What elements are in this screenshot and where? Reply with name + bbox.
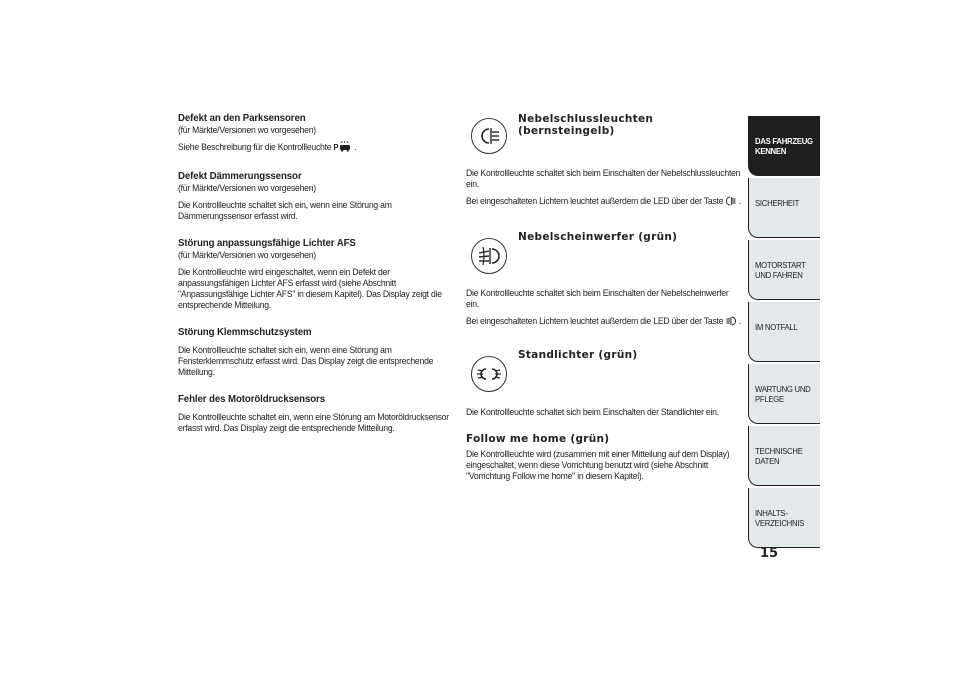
section-anti-pinch (178, 326, 454, 377)
section-text (178, 141, 454, 154)
svg-text:P: P (333, 142, 339, 153)
section-note: (für Märkte/Versionen wo vorgesehen) (178, 124, 316, 135)
park-sensor-icon (334, 141, 352, 154)
tab-label: TECHNISCHE DATEN (755, 446, 803, 466)
section-note: (für Märkte/Versionen wo vorgesehen) (178, 249, 316, 261)
section-title: Fehler des Motoröldrucksensors (178, 393, 326, 406)
section-title: Nebelschlussleuchten (bernsteingelb) (518, 113, 654, 137)
section-title: Störung anpassungsfähige Lichter AFS (178, 237, 356, 250)
section-text: Die Kontrollleuchte wird eingeschaltet, wenn ein Defekt der anpassungsfähigen Lichter AFS erfasst wird (siehe Abschnitt "Anpassungsfähige Lichter AFS" in diesem Kapitel). Das Display zeigt die entsprechende Mitteilung. (178, 266, 442, 311)
section-follow-me-home (466, 434, 738, 481)
tab-label: IM NOTFALL (755, 322, 798, 332)
tab-wartung-und-pflege[interactable] (748, 364, 820, 424)
section-text: Die Kontrollleuchte schaltet sich ein, wenn eine Störung am Fensterklemmschutz erfasst wird. Das Display zeigt die entsprechende Mitteilung. (178, 344, 434, 378)
left-column (178, 112, 450, 439)
tab-label: MOTORSTART UND FAHREN (755, 260, 806, 280)
section-title: Follow me home (grün) (466, 433, 610, 445)
section-text-body: Siehe Beschreibung für die Kontrollleuchte (178, 141, 332, 152)
section-title: Nebelscheinwerfer (grün) (518, 231, 678, 243)
section-text: Die Kontrollleuchte schaltet sich ein, wenn eine Störung am Dämmerungssensor erfasst wird. (178, 199, 392, 222)
tab-label: SICHERHEIT (755, 198, 800, 208)
page-number: 15 (760, 546, 779, 561)
section-side-lights (466, 350, 738, 432)
section-park-sensors (178, 112, 454, 154)
tab-sicherheit[interactable] (748, 178, 820, 238)
tab-im-notfall[interactable] (748, 302, 820, 362)
tab-label: WARTUNG UND PFLEGE (755, 384, 811, 404)
section-text (466, 315, 742, 328)
tab-technische-daten[interactable] (748, 426, 820, 486)
section-text: Die Kontrollleuchte schaltet sich beim Einschalten der Standlichter ein. (466, 406, 719, 417)
section-text: Die Kontrollleuchte schaltet ein, wenn eine Störung am Motoröldrucksensor erfasst wird. Das Display zeigt die entsprechende Mitteilung. (178, 411, 449, 434)
section-title: Defekt Dämmerungssensor (178, 170, 302, 183)
tab-motorstart-und-fahren[interactable] (748, 240, 820, 300)
section-title: Standlichter (grün) (518, 349, 638, 361)
section-text-suffix: . (738, 315, 741, 326)
tab-das-fahrzeug-kennen[interactable] (748, 116, 820, 176)
section-rear-fog (466, 112, 741, 230)
section-text (466, 195, 742, 208)
tab-inhaltsverzeichnis[interactable] (748, 488, 820, 548)
front-fog-light-icon (471, 238, 507, 274)
right-column (466, 112, 741, 487)
section-oil-pressure-sensor (178, 393, 454, 433)
side-lights-icon (471, 356, 507, 392)
section-twilight-sensor (178, 170, 454, 221)
section-text-body: Bei eingeschalteten Lichtern leuchtet außerdem die LED über der Taste (466, 195, 724, 206)
tab-label: INHALTS-VERZEICHNIS (755, 508, 805, 528)
section-text: Die Kontrollleuchte wird (zusammen mit einer Mitteilung auf dem Display) eingeschaltet, wenn diese Vorrichtung benutzt wird (siehe Abschnitt "Vorrichtung Follow me home" in diesem Kapitel). (466, 447, 730, 481)
section-front-fog (466, 230, 741, 350)
tab-label: DAS FAHRZEUG KENNEN (755, 136, 813, 156)
section-text-suffix: . (354, 141, 357, 152)
section-text: Die Kontrollleuchte schaltet sich beim Einschalten der Nebelschlussleuchten ein. (466, 167, 741, 189)
rear-fog-light-icon (471, 118, 507, 154)
section-afs (178, 237, 454, 310)
rear-fog-button-icon (725, 196, 736, 208)
section-note: (für Märkte/Versionen wo vorgesehen) (178, 182, 316, 194)
front-fog-button-icon (725, 316, 736, 328)
section-text-suffix: . (738, 195, 741, 206)
section-text-body: Bei eingeschalteten Lichtern leuchtet außerdem die LED über der Taste (466, 315, 724, 326)
section-title: Defekt an den Parksensoren (178, 112, 306, 124)
section-title: Störung Klemmschutzsystem (178, 326, 312, 339)
section-text: Die Kontrollleuchte schaltet sich beim Einschalten der Nebelscheinwerfer ein. (466, 287, 729, 309)
